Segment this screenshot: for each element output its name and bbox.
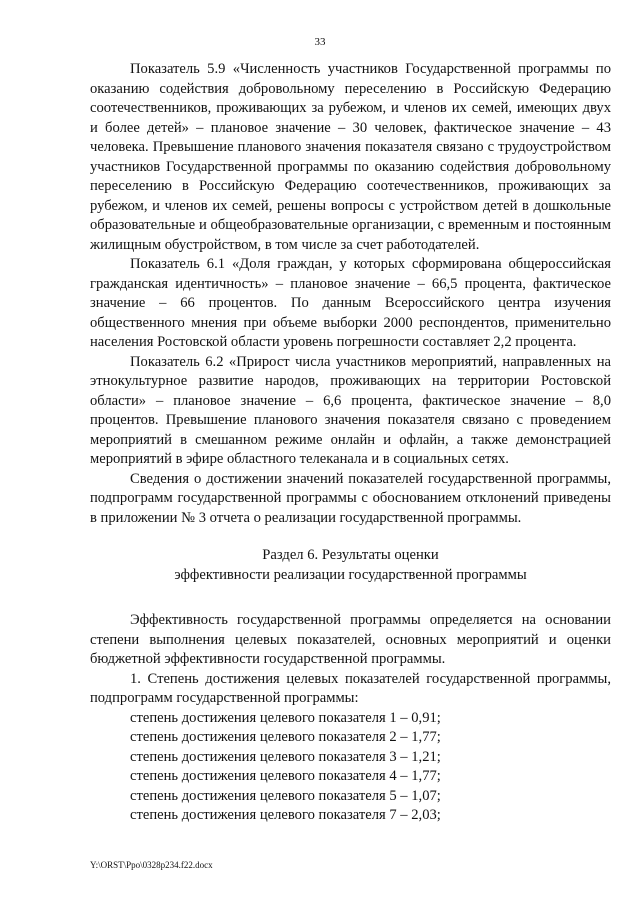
page-number: 33 — [314, 36, 326, 48]
footer-file-path: Y:\ORST\Ppo\0328p234.f22.docx — [90, 860, 213, 870]
section-heading-line2: эффективности реализации государственной программы — [174, 566, 527, 583]
list-item: степень достижения целевого показателя 1 – 0,91; — [130, 709, 441, 726]
paragraph-indicator-5-9: Показатель 5.9 «Численность участников Государственной программы по оказанию содействия добровольному переселению в Российскую Федерацию соотечественников, проживающих за рубежом, и членов их семей, имеющих двух и более детей» – плановое значение – 30 человек, фактическое значение – 43 человека. Превышение планового значения показателя связано с трудоустройством участников Государственной программы по оказанию содействия добровольному переселению в Российскую Федерацию соотечественников, проживающих за рубежом, и членов их семей, решены вопросы с устройством детей в дошкольные образовательные и общеобразовательные организации, с временным и постоянным жилищным обустройством, в том числе за счет работодателей. — [90, 61, 611, 253]
paragraph-degree: 1. Степень достижения целевых показателей государственной программы, подпрограмм государственной программы: — [90, 670, 611, 706]
paragraph-indicator-6-1: Показатель 6.1 «Доля граждан, у которых сформирована общероссийская гражданская идентичность» – плановое значение – 66,5 процента, фактическое значение – 66 процентов. По данным Всероссийского центра изучения общественного мнения при объеме выборки 2000 респондентов, применительно населения Ростовской области уровень погрешности составляет 2,2 процента. — [90, 256, 611, 350]
section-heading — [90, 546, 611, 585]
list-item: степень достижения целевого показателя 4 – 1,77; — [130, 768, 441, 784]
section-heading-line1: Раздел 6. Результаты оценки — [262, 547, 439, 563]
document-body — [90, 60, 611, 826]
list-item: степень достижения целевого показателя 2 – 1,77; — [130, 729, 441, 745]
list-item: степень достижения целевого показателя 3 – 1,21; — [130, 748, 441, 765]
paragraph-indicator-6-2: Показатель 6.2 «Прирост числа участников мероприятий, направленных на этнокультурное развитие народов, проживающих на территории Ростовской области» – плановое значение – 6,6 процента, фактическое значение – 8,0 процентов. Превышение планового значения показателя связано с проведением мероприятий в смешанном режиме онлайн и офлайн, а также демонстрацией мероприятий в эфире областного телеканала и в социальных сетях. — [90, 353, 611, 467]
list-item: степень достижения целевого показателя 7 – 2,03; — [130, 807, 441, 823]
list-item: степень достижения целевого показателя 5 – 1,07; — [130, 787, 441, 804]
paragraph-efficiency: Эффективность государственной программы определяется на основании степени выполнения целевых показателей, основных мероприятий и оценки бюджетной эффективности государственной программы. — [90, 612, 611, 667]
paragraph-summary: Сведения о достижении значений показателей государственной программы, подпрограмм государственной программы с обоснованием отклонений приведены в приложении № 3 отчета о реализации государственной программы. — [90, 470, 611, 526]
